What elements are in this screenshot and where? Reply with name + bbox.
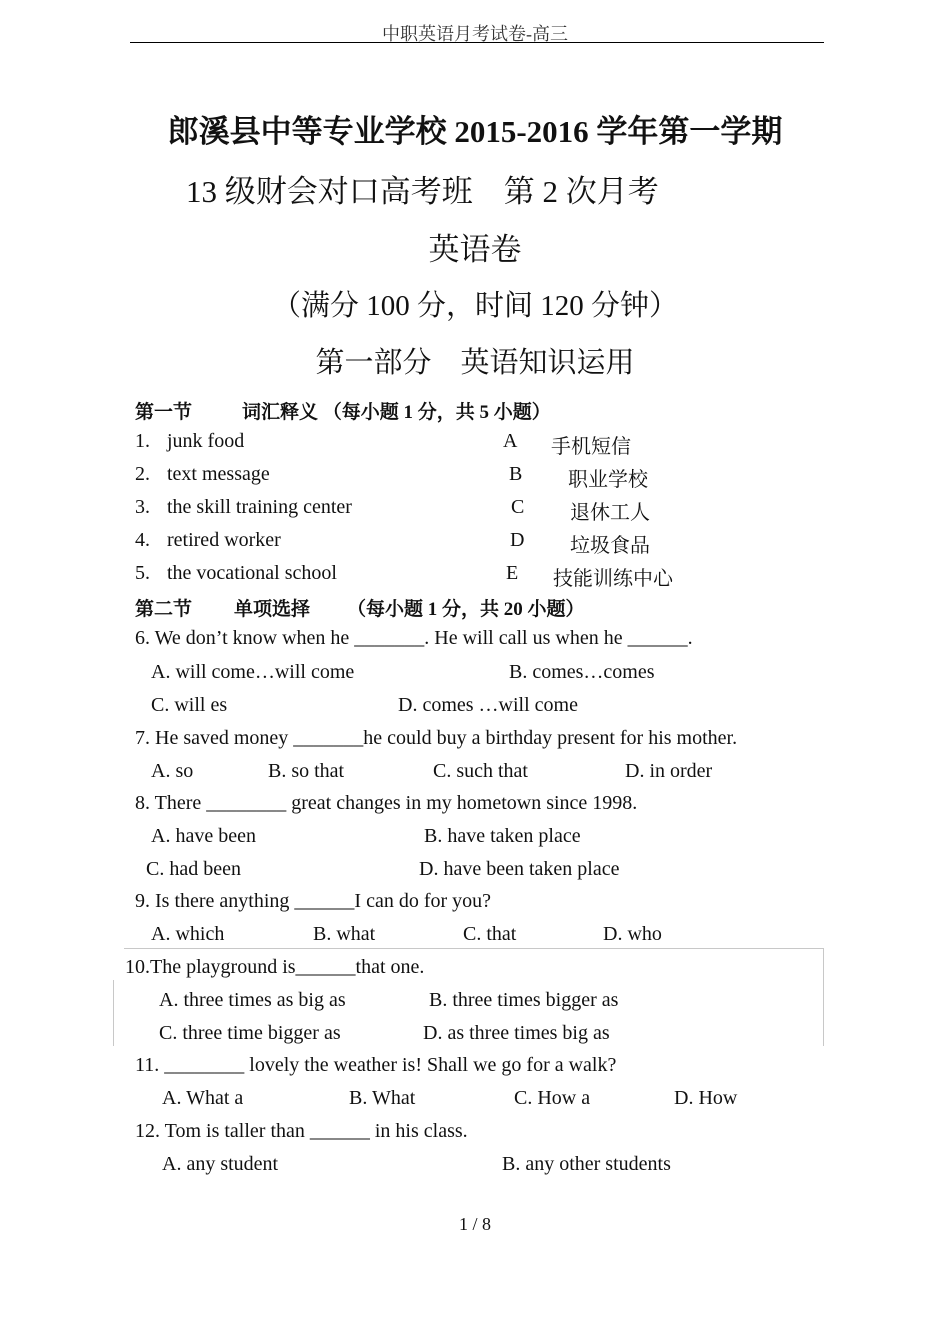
vocab-letter: A — [503, 430, 518, 452]
vocab-num: 3. — [135, 496, 150, 518]
section1-heading: 词汇释义 （每小题 1 分，共 5 小题） — [242, 402, 551, 423]
vocab-num: 2. — [135, 463, 150, 485]
option-b: B. three times bigger as — [429, 989, 619, 1011]
vocab-letter: C — [511, 496, 525, 518]
option-a: A. What a — [162, 1087, 244, 1109]
vocab-term: junk food — [167, 430, 245, 452]
option-b: B. any other students — [502, 1153, 671, 1175]
option-b: B. comes…comes — [509, 661, 655, 683]
option-a: A. will come…will come — [151, 661, 355, 683]
question-stem: 12. Tom is taller than ______ in his class. — [135, 1120, 468, 1142]
vocab-letter: E — [506, 562, 519, 584]
exam-class-title: 13 级财会对口高考班 第 2 次月考 — [186, 174, 659, 209]
page-number: 1 / 8 — [458, 1214, 491, 1234]
option-d: D. as three times big as — [423, 1022, 610, 1044]
vocab-meaning: 职业学校 — [568, 469, 648, 491]
frame-right-border — [823, 948, 824, 1046]
option-a: A. have been — [151, 825, 256, 847]
option-d: D. who — [603, 923, 662, 945]
option-a: A. any student — [162, 1153, 279, 1175]
running-header: 中职英语月考试卷-高三 — [382, 24, 568, 44]
section2-label: 第二节 — [135, 599, 193, 620]
option-b: B. What — [349, 1087, 416, 1109]
question-stem: 11. ________ lovely the weather is! Shall we go for a walk? — [135, 1054, 617, 1076]
section2-scoring: （每小题 1 分，共 20 小题） — [347, 599, 585, 620]
option-c: C. will es — [151, 694, 228, 716]
question-stem: 8. There ________ great changes in my hometown since 1998. — [135, 792, 638, 814]
option-b: B. so that — [268, 760, 345, 782]
option-c: C. that — [463, 923, 517, 945]
question-stem: 9. Is there anything ______I can do for you? — [135, 890, 492, 912]
vocab-letter: D — [510, 529, 525, 551]
option-a: A. three times as big as — [159, 989, 346, 1011]
vocab-meaning: 退休工人 — [570, 502, 650, 524]
section1-label: 第一节 — [135, 402, 193, 423]
vocab-term: the vocational school — [167, 562, 337, 584]
vocab-num: 5. — [135, 562, 150, 584]
frame-top-border — [124, 948, 824, 949]
vocab-meaning: 手机短信 — [551, 436, 631, 458]
vocab-meaning: 垃圾食品 — [570, 535, 650, 557]
option-a: A. so — [151, 760, 194, 782]
question-stem: 7. He saved money _______he could buy a birthday present for his mother. — [135, 727, 738, 749]
exam-subject-title: 英语卷 — [428, 232, 522, 267]
vocab-meaning: 技能训练中心 — [553, 568, 673, 590]
option-b: B. have taken place — [424, 825, 581, 847]
option-c: C. How a — [514, 1087, 591, 1109]
option-d: D. in order — [625, 760, 713, 782]
frame-left-border — [113, 980, 114, 1046]
option-a: A. which — [151, 923, 225, 945]
option-b: B. what — [313, 923, 376, 945]
header-rule — [130, 42, 824, 43]
exam-school-title: 郎溪县中等专业学校 2015-2016 学年第一学期 — [167, 114, 783, 149]
question-stem: 6. We don’t know when he _______. He will call us when he ______. — [135, 627, 693, 649]
option-d: D. have been taken place — [419, 858, 620, 880]
option-c: C. three time bigger as — [159, 1022, 341, 1044]
question-stem: 10.The playground is______that one. — [125, 956, 425, 978]
vocab-term: the skill training center — [167, 496, 352, 518]
vocab-num: 1. — [135, 430, 150, 452]
section2-title: 单项选择 — [234, 599, 311, 620]
option-c: C. such that — [433, 760, 528, 782]
vocab-letter: B — [509, 463, 523, 485]
option-d: D. How — [674, 1087, 738, 1109]
vocab-term: retired worker — [167, 529, 281, 551]
part-one-title: 第一部分 英语知识运用 — [315, 347, 635, 379]
vocab-term: text message — [167, 463, 270, 485]
exam-score-time: （满分 100 分，时间 120 分钟） — [271, 290, 678, 322]
option-c: C. had been — [146, 858, 241, 880]
option-d: D. comes …will come — [398, 694, 578, 716]
vocab-num: 4. — [135, 529, 150, 551]
